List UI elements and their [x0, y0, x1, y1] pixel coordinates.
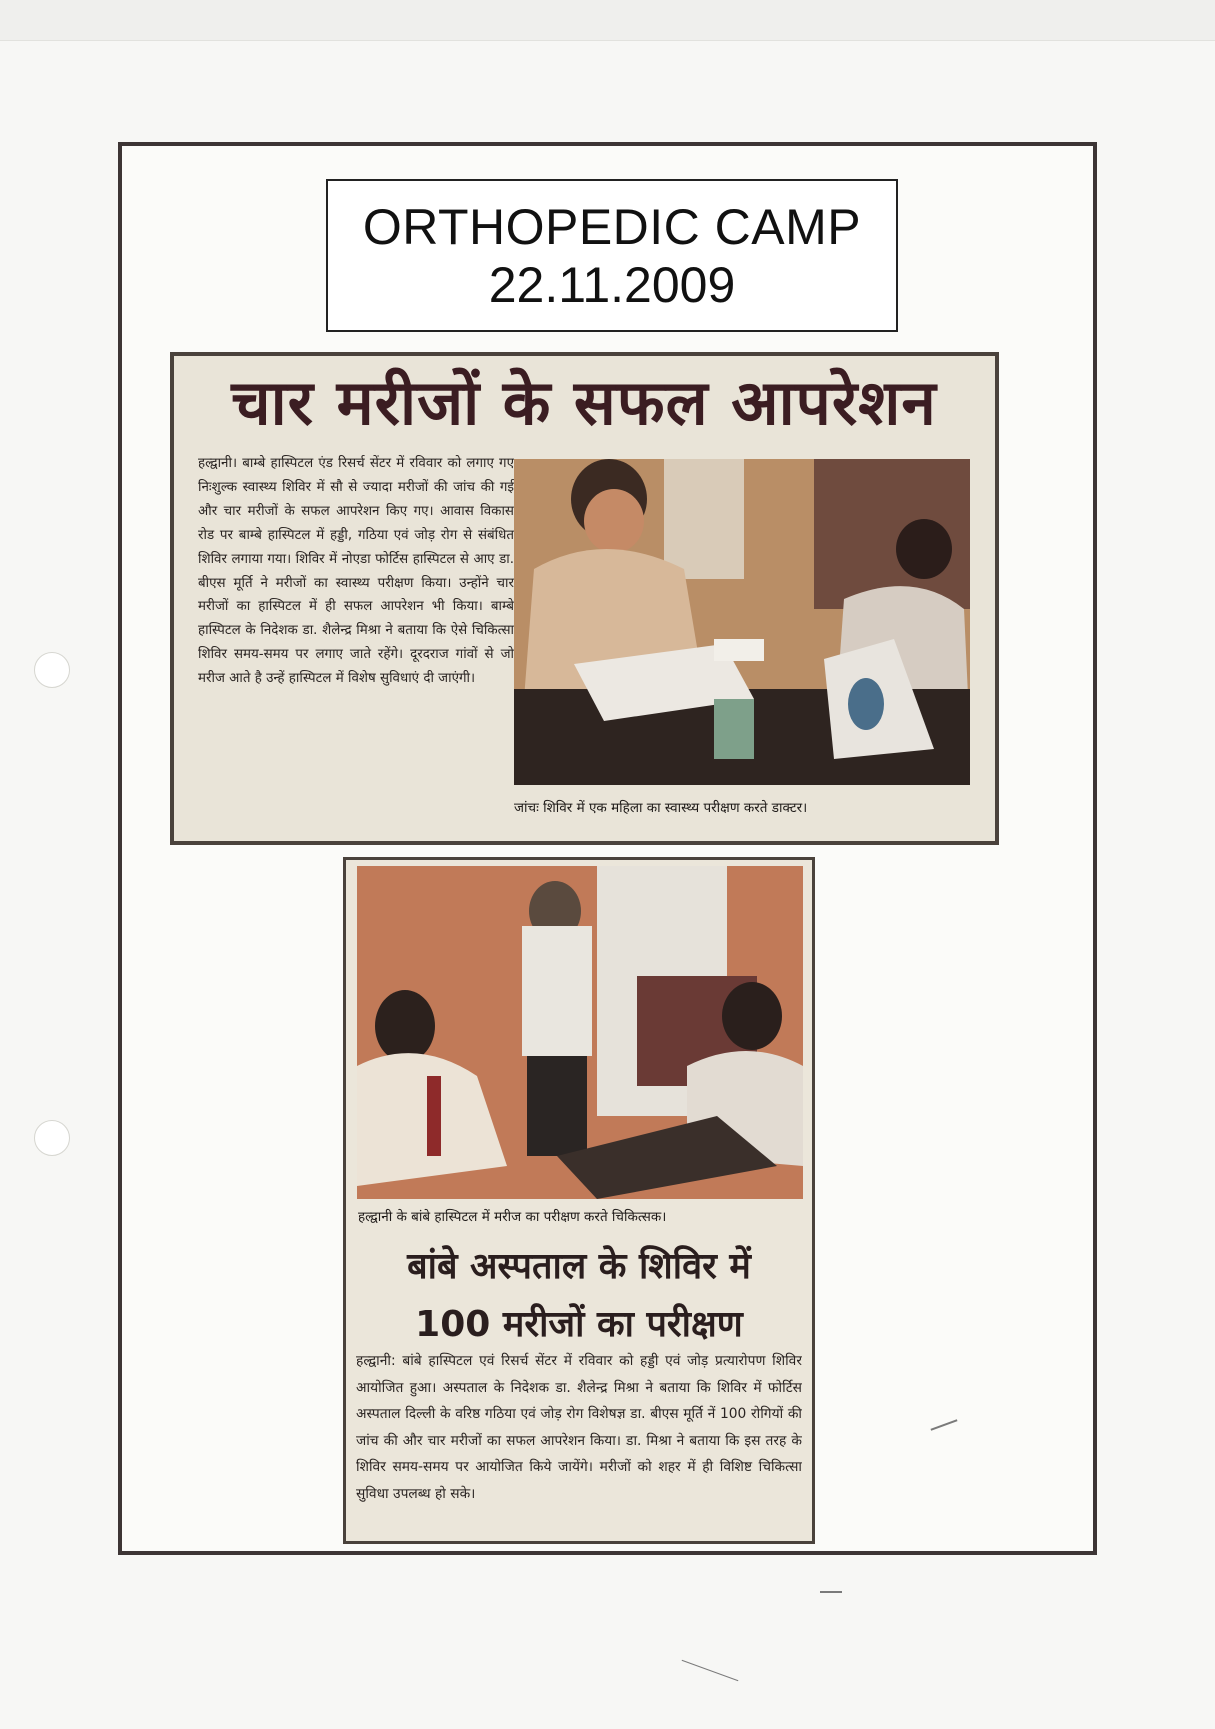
news-clipping-1	[170, 352, 999, 845]
clipping-2-body: हल्द्वानी: बांबे हास्पिटल एवं रिसर्च सेंटर में रविवार को हड्डी एवं जोड़ प्रत्यारोपण शिविर आयोजित हुआ। अस्पताल के निदेशक डा. शैलेन्द्र मिश्रा ने बताया कि शिविर में फोर्टिस अस्पताल दिल्ली के वरिष्ठ गठिया एवं जोड़ रोग विशेषज्ञ डा. बीएस मूर्ति नें 100 रोगियों की जांच की और चार मरीजों का सफल आपरेशन किया। डा. मिश्रा ने बताया कि इस तरह के शिविर समय-समय पर आयोजित किये जायेंगे। मरीजों को शहर में ही विशिष्ट चिकित्सा सुविधा उपलब्ध हो सके।	[356, 1353, 802, 1502]
clipping-1-photo	[514, 459, 970, 785]
title-line-1: ORTHOPEDIC CAMP	[362, 198, 862, 255]
scan-mark	[682, 1660, 739, 1681]
scan-mark	[820, 1591, 842, 1593]
punch-hole-bottom	[34, 1120, 70, 1156]
title-date: 22.11.2009	[488, 256, 736, 313]
news-clipping-2	[343, 857, 815, 1544]
clipping-1-body: हल्द्वानी। बाम्बे हास्पिटल एंड रिसर्च सेंटर में रविवार को लगाए गए निःशुल्क स्वास्थ्य शिविर में सौ से ज्यादा मरीजों की जांच की गई और चार मरीजों के सफल आपरेशन किए गए। आवास विकास रोड पर बाम्बे हास्पिटल में हड्डी, गठिया एवं जोड़ रोग से संबंधित शिविर लगाया गया। शिविर में नोएडा फोर्टिस हास्पिटल से आए डा. बीएस मूर्ति ने मरीजों का स्वास्थ्य परीक्षण किया। उन्होंने चार मरीजों का हास्पिटल में ही सफल आपरेशन भी किया। बाम्बे हास्पिटल के निदेशक डा. शैलेन्द्र मिश्रा ने बताया कि ऐसे चिकित्सा शिविर समय-समय पर लगाए जाते रहेंगे। दूरदराज गांवों से जो मरीज आते है उन्हें हास्पिटल में विशेष सुविधाएं दी जाएंगी।	[198, 456, 514, 687]
clipping-2-photo	[357, 866, 803, 1199]
clipping-1-headline: चार मरीजों के सफल आपरेशन	[231, 366, 937, 439]
clipping-2-caption: हल्द्वानी के बांबे हास्पिटल में मरीज का परीक्षण करते चिकित्सक।	[358, 1209, 667, 1225]
clipping-2-headline-line-1: बांबे अस्पताल के शिविर में	[407, 1246, 751, 1287]
clipping-1-caption: जांचः शिविर में एक महिला का स्वास्थ्य परीक्षण करते डाक्टर।	[514, 800, 808, 816]
title-box	[326, 179, 898, 332]
scan-top-edge	[0, 0, 1215, 41]
punch-hole-top	[34, 652, 70, 688]
clipping-2-headline-line-2: 100 मरीजों का परीक्षण	[415, 1304, 743, 1345]
hospital-consultation-image	[357, 866, 803, 1199]
doctor-examining-patient-image	[514, 459, 970, 785]
